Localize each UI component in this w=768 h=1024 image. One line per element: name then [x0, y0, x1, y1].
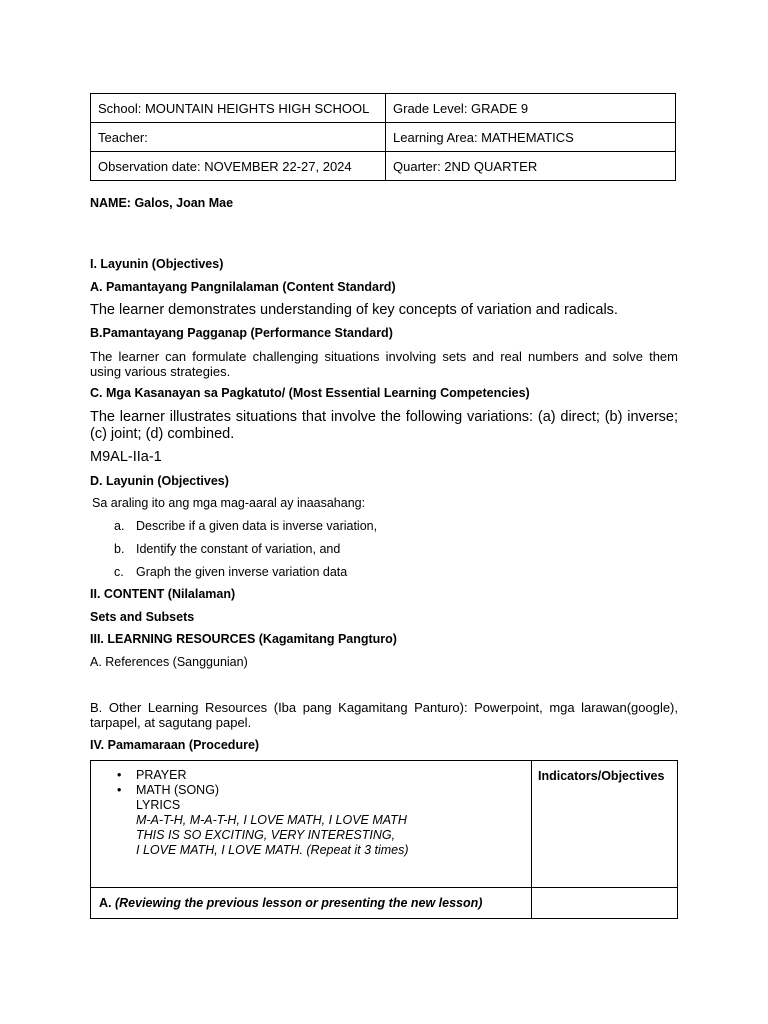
- references-text: A. References (Sanggunian): [90, 655, 248, 669]
- quarter-cell: Quarter: 2ND QUARTER: [386, 152, 676, 181]
- activity-item: • MATH (SONG): [117, 783, 220, 797]
- lesson-plan-page: [90, 93, 678, 910]
- teacher-cell: Teacher:: [91, 123, 386, 152]
- competencies-text: The learner illustrates situations that involve the following variations: (a) direct; (b) inverse; (c) joint; (d) combined.: [90, 409, 678, 442]
- specific-objectives-title: D. Layunin (Objectives): [90, 474, 229, 488]
- performance-standard-text: The learner can formulate challenging situations involving sets and real numbers and solve them using various strategies.: [90, 349, 678, 379]
- procedure-activity-cell: [91, 761, 532, 888]
- lyrics-label: LYRICS: [136, 798, 181, 812]
- header-table: [90, 93, 676, 181]
- indicators-header: Indicators/Objectives: [532, 761, 678, 888]
- observation-date-cell: Observation date: NOVEMBER 22-27, 2024: [91, 152, 386, 181]
- learning-area-cell: Learning Area: MATHEMATICS: [386, 123, 676, 152]
- content-standard-text: The learner demonstrates understanding of key concepts of variation and radicals.: [90, 302, 618, 318]
- procedure-table: [90, 760, 678, 919]
- competencies-title: C. Mga Kasanayan sa Pagkatuto/ (Most Essential Learning Competencies): [90, 386, 530, 400]
- other-resources-text: B. Other Learning Resources (Iba pang Kagamitang Panturo): Powerpoint, mga larawan(google), tarpapel, at sagutang papel.: [90, 700, 678, 730]
- objective-item: b. Identify the constant of variation, and: [114, 542, 341, 556]
- grade-level-cell: Grade Level: GRADE 9: [386, 94, 676, 123]
- content-text: Sets and Subsets: [90, 610, 195, 624]
- review-indicator-cell: [532, 888, 678, 919]
- review-lesson-cell: A. (Reviewing the previous lesson or presenting the new lesson): [91, 888, 532, 919]
- resources-title: III. LEARNING RESOURCES (Kagamitang Pangturo): [90, 632, 397, 646]
- procedure-title: IV. Pamamaraan (Procedure): [90, 738, 260, 752]
- activity-list: [92, 768, 530, 798]
- lyrics-line: I LOVE MATH, I LOVE MATH. (Repeat it 3 times): [136, 843, 409, 857]
- lyrics-line: THIS IS SO EXCITING, VERY INTERESTING,: [136, 828, 396, 842]
- content-title: II. CONTENT (Nilalaman): [90, 587, 236, 601]
- objectives-title: I. Layunin (Objectives): [90, 257, 224, 271]
- specific-objectives-intro: Sa araling ito ang mga mag-aaral ay inaasahang:: [92, 496, 366, 510]
- school-cell: School: MOUNTAIN HEIGHTS HIGH SCHOOL: [91, 94, 386, 123]
- objective-item: c. Graph the given inverse variation data: [114, 565, 348, 579]
- bullet-icon: •: [117, 783, 122, 797]
- competency-code: M9AL-IIa-1: [90, 449, 162, 465]
- objective-item: a. Describe if a given data is inverse variation,: [114, 519, 378, 533]
- performance-standard-title: B.Pamantayang Pagganap (Performance Standard): [90, 326, 393, 340]
- bullet-icon: •: [117, 768, 122, 782]
- student-name: NAME: Galos, Joan Mae: [90, 196, 234, 210]
- lyrics-line: M-A-T-H, M-A-T-H, I LOVE MATH, I LOVE MATH: [136, 813, 407, 827]
- content-standard-title: A. Pamantayang Pangnilalaman (Content Standard): [90, 280, 396, 294]
- activity-item: • PRAYER: [117, 768, 187, 782]
